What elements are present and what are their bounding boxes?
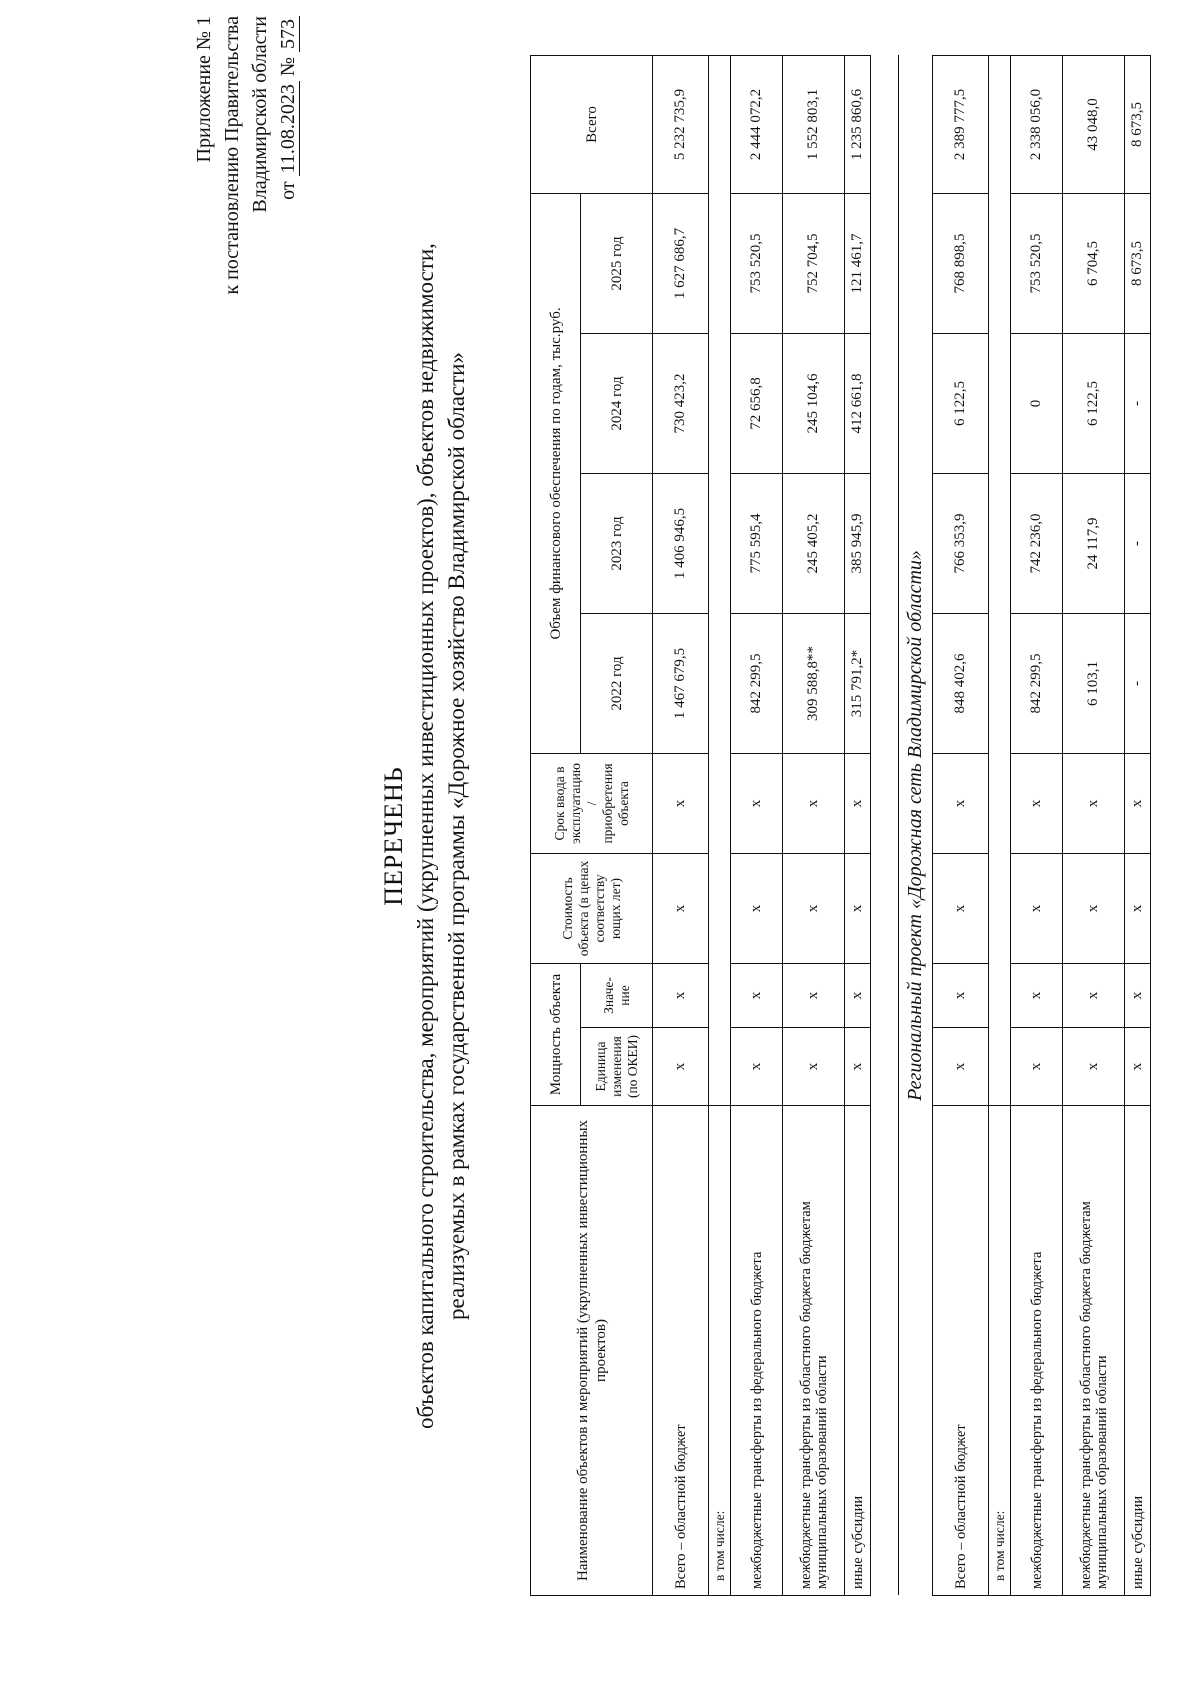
cell-2024: 730 423,2 [653, 333, 709, 473]
cell-2025: 753 520,5 [731, 193, 783, 333]
col-header-cost: Стоимость объекта (в ценах соответству ющих лет) [531, 853, 653, 963]
cell-term: х [1125, 753, 1151, 853]
cell-term: х [783, 753, 845, 853]
cell-value: х [783, 963, 845, 1027]
row-name: в том числе: [989, 1106, 1011, 1596]
cell-cost: х [1063, 853, 1125, 963]
cell-2022: 842 299,5 [731, 613, 783, 753]
row-name: межбюджетные трансферты из федерального бюджета [731, 1106, 783, 1596]
cell-unit: х [731, 1028, 783, 1106]
cell-cost: х [653, 853, 709, 963]
col-header-capacity: Мощность объекта [531, 963, 581, 1105]
cell-value: х [731, 963, 783, 1027]
document-title [378, 96, 472, 1576]
col-header-2023: 2023 год [581, 473, 653, 613]
cell-2022: 848 402,6 [933, 613, 989, 753]
empty-cell [989, 55, 1011, 1105]
cell-cost: х [1011, 853, 1063, 963]
col-header-total: Всего [531, 55, 653, 193]
date-prefix: от [277, 181, 299, 200]
decree-number: 573 [277, 16, 300, 52]
cell-2024: 245 104,6 [783, 333, 845, 473]
number-prefix: № [277, 57, 299, 77]
cell-2024: 412 661,8 [845, 333, 871, 473]
title-line-3: реализуемых в рамках государственной программы «Дорожное хозяйство Владимирской области» [444, 352, 469, 1320]
cell-2025: 753 520,5 [1011, 193, 1063, 333]
table-row [933, 55, 989, 1595]
cell-2023: - [1125, 473, 1151, 613]
cell-total: 2 389 777,5 [933, 55, 989, 193]
cell-2023: 1 406 946,5 [653, 473, 709, 613]
cell-2025: 752 704,5 [783, 193, 845, 333]
cell-2023: 385 945,9 [845, 473, 871, 613]
cell-2025: 8 673,5 [1125, 193, 1151, 333]
cell-total: 8 673,5 [1125, 55, 1151, 193]
cell-2022: - [1125, 613, 1151, 753]
appendix-date-line [274, 16, 302, 336]
cell-2023: 775 595,4 [731, 473, 783, 613]
cell-2024: 6 122,5 [1063, 333, 1125, 473]
cell-total: 43 048,0 [1063, 55, 1125, 193]
row-name: межбюджетные трансферты из федерального бюджета [1011, 1106, 1063, 1596]
col-header-2022: 2022 год [581, 613, 653, 753]
row-name: иные субсидии [1125, 1106, 1151, 1596]
cell-2023: 24 117,9 [1063, 473, 1125, 613]
row-name: межбюджетные трансферты из областного бюджета бюджетам муниципальных образований области [1063, 1106, 1125, 1596]
cell-2024: 0 [1011, 333, 1063, 473]
table-row [731, 55, 783, 1595]
cell-value: х [933, 963, 989, 1027]
table-row [989, 55, 1011, 1595]
cell-term: х [1063, 753, 1125, 853]
table-row [845, 55, 871, 1595]
cell-value: х [653, 963, 709, 1027]
row-name: в том числе: [709, 1106, 731, 1596]
row-name: Всего – областной бюджет [653, 1106, 709, 1596]
table-row [1011, 55, 1063, 1595]
cell-cost: х [845, 853, 871, 963]
cell-unit: х [653, 1028, 709, 1106]
cell-unit: х [1063, 1028, 1125, 1106]
row-name: Всего – областной бюджет [933, 1106, 989, 1596]
cell-2023: 742 236,0 [1011, 473, 1063, 613]
cell-value: х [1063, 963, 1125, 1027]
cell-total: 1 235 860,6 [845, 55, 871, 193]
cell-unit: х [1011, 1028, 1063, 1106]
cell-term: х [1011, 753, 1063, 853]
cell-total: 2 338 056,0 [1011, 55, 1063, 193]
cell-2022: 315 791,2* [845, 613, 871, 753]
col-header-name: Наименование объектов и мероприятий (укрупненных инвестиционных проектов) [531, 1106, 653, 1596]
appendix-line-1: Приложение № 1 [193, 16, 215, 163]
row-name: межбюджетные трансферты из областного бюджета бюджетам муниципальных образований области [783, 1106, 845, 1596]
objects-table [530, 55, 1151, 1596]
cell-2024: 6 122,5 [933, 333, 989, 473]
title-main: ПЕРЕЧЕНЬ [379, 766, 408, 906]
row-name: иные субсидии [845, 1106, 871, 1596]
cell-2022: 309 588,8** [783, 613, 845, 753]
section-title-row [899, 55, 933, 1595]
cell-value: х [1125, 963, 1151, 1027]
cell-2023: 766 353,9 [933, 473, 989, 613]
cell-2022: 6 103,1 [1063, 613, 1125, 753]
cell-term: х [653, 753, 709, 853]
cell-unit: х [845, 1028, 871, 1106]
cell-unit: х [783, 1028, 845, 1106]
cell-cost: х [1125, 853, 1151, 963]
cell-2025: 6 704,5 [1063, 193, 1125, 333]
table-row [783, 55, 845, 1595]
appendix-block [190, 16, 302, 336]
title-line-2: объектов капитального строительства, мероприятий (укрупненных инвестиционных проектов), объектов недвижимости, [413, 243, 438, 1429]
cell-cost: х [933, 853, 989, 963]
cell-term: х [845, 753, 871, 853]
decree-date: 11.08.2023 [277, 81, 300, 176]
cell-2025: 768 898,5 [933, 193, 989, 333]
cell-2024: 72 656,8 [731, 333, 783, 473]
cell-unit: х [1125, 1028, 1151, 1106]
cell-2023: 245 405,2 [783, 473, 845, 613]
section-title: Региональный проект «Дорожная сеть Владимирской области» [899, 55, 933, 1595]
cell-term: х [731, 753, 783, 853]
col-header-funding: Объем финансового обеспечения по годам, тыс.руб. [531, 193, 581, 753]
table-row [1125, 55, 1151, 1595]
cell-value: х [1011, 963, 1063, 1027]
empty-cell [709, 55, 731, 1105]
cell-2025: 1 627 686,7 [653, 193, 709, 333]
appendix-line-3: Владимирской области [249, 16, 271, 213]
appendix-line-2: к постановлению Правительства [221, 16, 243, 295]
cell-2025: 121 461,7 [845, 193, 871, 333]
col-header-value: Значе-ние [581, 963, 653, 1027]
cell-cost: х [731, 853, 783, 963]
cell-2024: - [1125, 333, 1151, 473]
cell-total: 2 444 072,2 [731, 55, 783, 193]
col-header-unit: Единица изменения (по ОКЕИ) [581, 1028, 653, 1106]
table-row [709, 55, 731, 1595]
table-row [653, 55, 709, 1595]
col-header-term: Срок ввода в эксплуатацию / приобретения объекта [531, 753, 653, 853]
cell-unit: х [933, 1028, 989, 1106]
cell-value: х [845, 963, 871, 1027]
cell-2022: 1 467 679,5 [653, 613, 709, 753]
cell-term: х [933, 753, 989, 853]
table-header-row [531, 55, 581, 1595]
table-row [1063, 55, 1125, 1595]
cell-total: 1 552 803,1 [783, 55, 845, 193]
col-header-2025: 2025 год [581, 193, 653, 333]
spacer-cell [871, 55, 899, 1595]
col-header-2024: 2024 год [581, 333, 653, 473]
cell-2022: 842 299,5 [1011, 613, 1063, 753]
cell-cost: х [783, 853, 845, 963]
cell-total: 5 232 735,9 [653, 55, 709, 193]
spacer-row [871, 55, 899, 1595]
